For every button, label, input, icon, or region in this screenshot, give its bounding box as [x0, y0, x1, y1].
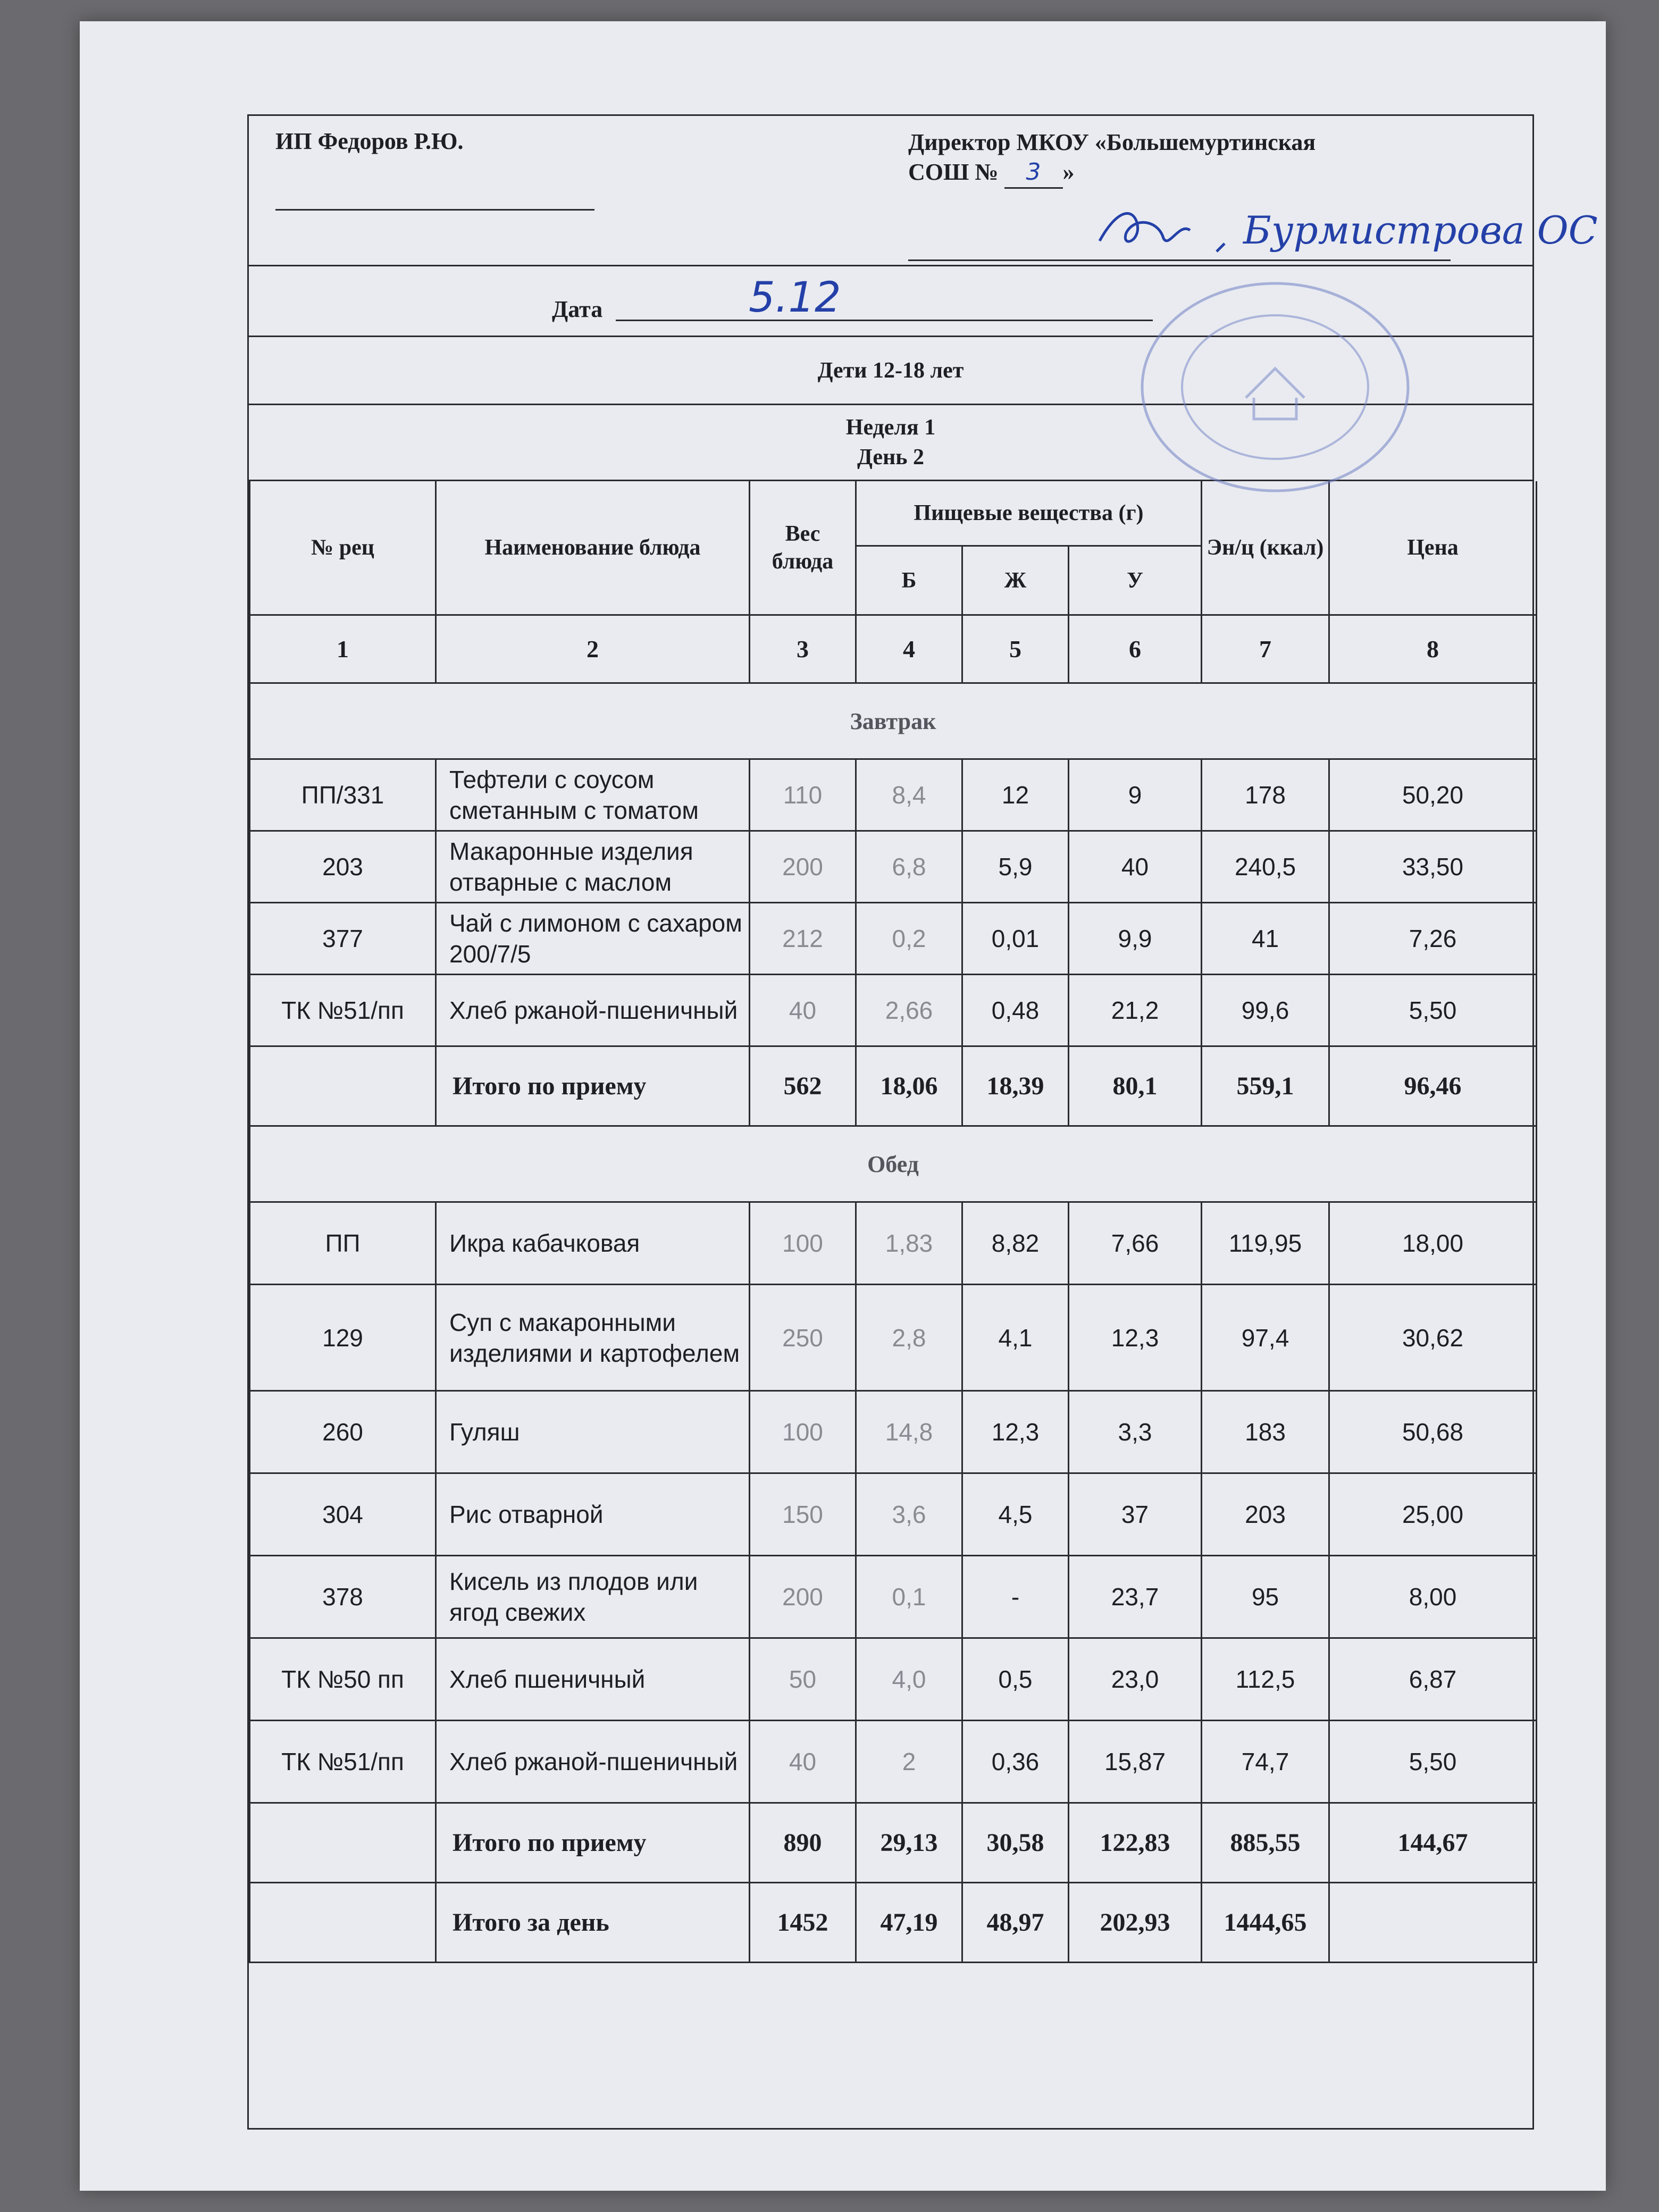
total-energy: 1444,65	[1202, 1883, 1329, 1963]
energy-cell: 240,5	[1202, 831, 1329, 903]
rec-number: ТК №51/пп	[250, 975, 436, 1046]
week-label: Неделя 1	[845, 415, 936, 440]
total-carb: 80,1	[1069, 1046, 1202, 1126]
col-price: Цена	[1329, 481, 1537, 615]
week-day-block	[249, 405, 1532, 481]
day-label: День 2	[857, 445, 924, 470]
breakfast-section	[250, 683, 1537, 1126]
section-title-row	[250, 683, 1537, 759]
menu-table	[249, 481, 1537, 1963]
director-school	[908, 157, 1316, 189]
carb-cell: 3,3	[1069, 1391, 1202, 1473]
protein-cell: 14,8	[856, 1391, 962, 1473]
carb-cell: 7,66	[1069, 1202, 1202, 1285]
protein-cell: 0,2	[856, 903, 962, 975]
total-price: 144,67	[1329, 1803, 1537, 1883]
total-label: Итого по приему	[436, 1803, 750, 1883]
carb-cell: 9	[1069, 759, 1202, 831]
dish-name: Икра кабачковая	[436, 1202, 750, 1285]
director-block	[908, 128, 1316, 189]
price-cell: 6,87	[1329, 1638, 1537, 1721]
total-fat: 30,58	[962, 1803, 1069, 1883]
dish-name: Хлеб ржаной-пшеничный	[436, 975, 750, 1046]
supplier-name: ИП Федоров Р.Ю.	[275, 128, 464, 154]
director-title: Директор МКОУ «Большемуртинская	[908, 129, 1316, 155]
price-cell: 5,50	[1329, 975, 1537, 1046]
school-suffix: »	[1062, 159, 1075, 185]
weight-cell: 200	[750, 1556, 856, 1638]
weight-cell: 40	[750, 1721, 856, 1803]
col-energy: Эн/ц (ккал)	[1202, 481, 1329, 615]
carb-cell: 23,0	[1069, 1638, 1202, 1721]
fat-cell: 12,3	[962, 1391, 1069, 1473]
menu-form	[247, 114, 1598, 2130]
column-index-row	[250, 615, 1537, 683]
protein-cell: 2	[856, 1721, 962, 1803]
section-title: Обед	[250, 1126, 1537, 1202]
energy-cell: 97,4	[1202, 1285, 1329, 1391]
table-row	[250, 1556, 1537, 1638]
form-header	[249, 116, 1598, 266]
col-index: 8	[1329, 615, 1537, 683]
total-label: Итого по приему	[436, 1046, 750, 1126]
carb-cell: 15,87	[1069, 1721, 1202, 1803]
col-weight: Вес блюда	[750, 481, 856, 615]
table-row	[250, 975, 1537, 1046]
total-protein: 18,06	[856, 1046, 962, 1126]
fat-cell: 8,82	[962, 1202, 1069, 1285]
col-index: 7	[1202, 615, 1329, 683]
fat-cell: 4,5	[962, 1473, 1069, 1556]
age-group: Дети 12-18 лет	[249, 337, 1532, 405]
energy-cell: 112,5	[1202, 1638, 1329, 1721]
protein-cell: 1,83	[856, 1202, 962, 1285]
total-row	[250, 1883, 1537, 1963]
protein-cell: 4,0	[856, 1638, 962, 1721]
col-rec: № рец	[250, 481, 436, 615]
carb-cell: 9,9	[1069, 903, 1202, 975]
total-protein: 47,19	[856, 1883, 962, 1963]
section-title: Завтрак	[250, 683, 1537, 759]
fat-cell: 5,9	[962, 831, 1069, 903]
section-title-row	[250, 1126, 1537, 1202]
total-energy: 559,1	[1202, 1046, 1329, 1126]
total-row	[250, 1803, 1537, 1883]
carb-cell: 23,7	[1069, 1556, 1202, 1638]
energy-cell: 41	[1202, 903, 1329, 975]
weight-cell: 200	[750, 831, 856, 903]
fat-cell: 0,01	[962, 903, 1069, 975]
rec-number: ПП	[250, 1202, 436, 1285]
rec-number: ТК №50 пп	[250, 1638, 436, 1721]
price-cell: 50,68	[1329, 1391, 1537, 1473]
school-prefix: СОШ №	[908, 159, 999, 185]
energy-cell: 178	[1202, 759, 1329, 831]
weight-cell: 150	[750, 1473, 856, 1556]
dish-name: Кисель из плодов или ягод свежих	[436, 1556, 750, 1638]
fat-cell: 0,48	[962, 975, 1069, 1046]
dish-name: Хлеб пшеничный	[436, 1638, 750, 1721]
date-label: Дата	[552, 296, 603, 322]
price-cell: 33,50	[1329, 831, 1537, 903]
energy-cell: 74,7	[1202, 1721, 1329, 1803]
signature-handwriting: Бурмистрова ОС	[1243, 208, 1598, 253]
energy-cell: 99,6	[1202, 975, 1329, 1046]
total-fat: 48,97	[962, 1883, 1069, 1963]
price-cell: 50,20	[1329, 759, 1537, 831]
supplier-signature-line	[275, 209, 594, 211]
dish-name: Рис отварной	[436, 1473, 750, 1556]
total-weight: 890	[750, 1803, 856, 1883]
col-index: 5	[962, 615, 1069, 683]
col-nutrients: Пищевые вещества (г)	[856, 481, 1202, 546]
director-signature	[1084, 190, 1642, 265]
col-index: 3	[750, 615, 856, 683]
rec-number: 378	[250, 1556, 436, 1638]
price-cell: 5,50	[1329, 1721, 1537, 1803]
table-row	[250, 1721, 1537, 1803]
weight-cell: 110	[750, 759, 856, 831]
weight-cell: 40	[750, 975, 856, 1046]
weight-cell: 50	[750, 1638, 856, 1721]
table-row	[250, 1391, 1537, 1473]
energy-cell: 95	[1202, 1556, 1329, 1638]
weight-cell: 250	[750, 1285, 856, 1391]
rec-number: ТК №51/пп	[250, 1721, 436, 1803]
table-row	[250, 759, 1537, 831]
fat-cell: -	[962, 1556, 1069, 1638]
table-row	[250, 1638, 1537, 1721]
date-row	[249, 266, 1532, 337]
weight-cell: 100	[750, 1202, 856, 1285]
total-protein: 29,13	[856, 1803, 962, 1883]
fat-cell: 12	[962, 759, 1069, 831]
total-carb: 122,83	[1069, 1803, 1202, 1883]
rec-number: 129	[250, 1285, 436, 1391]
protein-cell: 0,1	[856, 1556, 962, 1638]
carb-cell: 40	[1069, 831, 1202, 903]
rec-number: 304	[250, 1473, 436, 1556]
table-row	[250, 1285, 1537, 1391]
total-weight: 1452	[750, 1883, 856, 1963]
col-index: 1	[250, 615, 436, 683]
total-weight: 562	[750, 1046, 856, 1126]
paper-sheet	[80, 21, 1606, 2191]
date-field	[616, 274, 1153, 322]
total-rec-empty	[250, 1803, 436, 1883]
col-index: 4	[856, 615, 962, 683]
weight-cell: 100	[750, 1391, 856, 1473]
total-fat: 18,39	[962, 1046, 1069, 1126]
total-rec-empty	[250, 1046, 436, 1126]
carb-cell: 21,2	[1069, 975, 1202, 1046]
energy-cell: 119,95	[1202, 1202, 1329, 1285]
total-price: 96,46	[1329, 1046, 1537, 1126]
rec-number: 203	[250, 831, 436, 903]
rec-number: ПП/331	[250, 759, 436, 831]
header-row	[250, 481, 1537, 546]
table-row	[250, 1202, 1537, 1285]
fat-cell: 0,5	[962, 1638, 1069, 1721]
total-price	[1329, 1883, 1537, 1963]
energy-cell: 203	[1202, 1473, 1329, 1556]
energy-cell: 183	[1202, 1391, 1329, 1473]
price-cell: 7,26	[1329, 903, 1537, 975]
total-label: Итого за день	[436, 1883, 750, 1963]
school-number: 3	[1004, 157, 1063, 189]
dish-name: Суп с макаронными изделиями и картофелем	[436, 1285, 750, 1391]
protein-cell: 8,4	[856, 759, 962, 831]
total-row	[250, 1046, 1537, 1126]
protein-cell: 6,8	[856, 831, 962, 903]
carb-cell: 37	[1069, 1473, 1202, 1556]
protein-cell: 2,8	[856, 1285, 962, 1391]
total-carb: 202,93	[1069, 1883, 1202, 1963]
dish-name: Чай с лимоном с сахаром 200/7/5	[436, 903, 750, 975]
table-row	[250, 831, 1537, 903]
date-value: 5.12	[749, 274, 841, 322]
fat-cell: 4,1	[962, 1285, 1069, 1391]
lunch-section	[250, 1126, 1537, 1883]
rec-number: 377	[250, 903, 436, 975]
protein-cell: 2,66	[856, 975, 962, 1046]
total-rec-empty	[250, 1883, 436, 1963]
price-cell: 8,00	[1329, 1556, 1537, 1638]
dish-name: Хлеб ржаной-пшеничный	[436, 1721, 750, 1803]
price-cell: 25,00	[1329, 1473, 1537, 1556]
col-u: У	[1069, 546, 1202, 615]
table-row	[250, 903, 1537, 975]
dish-name: Макаронные изделия отварные с маслом	[436, 831, 750, 903]
col-b: Б	[856, 546, 962, 615]
dish-name: Тефтели с соусом сметанным с томатом	[436, 759, 750, 831]
col-name: Наименование блюда	[436, 481, 750, 615]
price-cell: 18,00	[1329, 1202, 1537, 1285]
protein-cell: 3,6	[856, 1473, 962, 1556]
price-cell: 30,62	[1329, 1285, 1537, 1391]
total-energy: 885,55	[1202, 1803, 1329, 1883]
carb-cell: 12,3	[1069, 1285, 1202, 1391]
col-index: 6	[1069, 615, 1202, 683]
rec-number: 260	[250, 1391, 436, 1473]
weight-cell: 212	[750, 903, 856, 975]
dish-name: Гуляш	[436, 1391, 750, 1473]
table-row	[250, 1473, 1537, 1556]
day-total-section	[250, 1883, 1537, 1963]
col-index: 2	[436, 615, 750, 683]
col-zh: Ж	[962, 546, 1069, 615]
fat-cell: 0,36	[962, 1721, 1069, 1803]
